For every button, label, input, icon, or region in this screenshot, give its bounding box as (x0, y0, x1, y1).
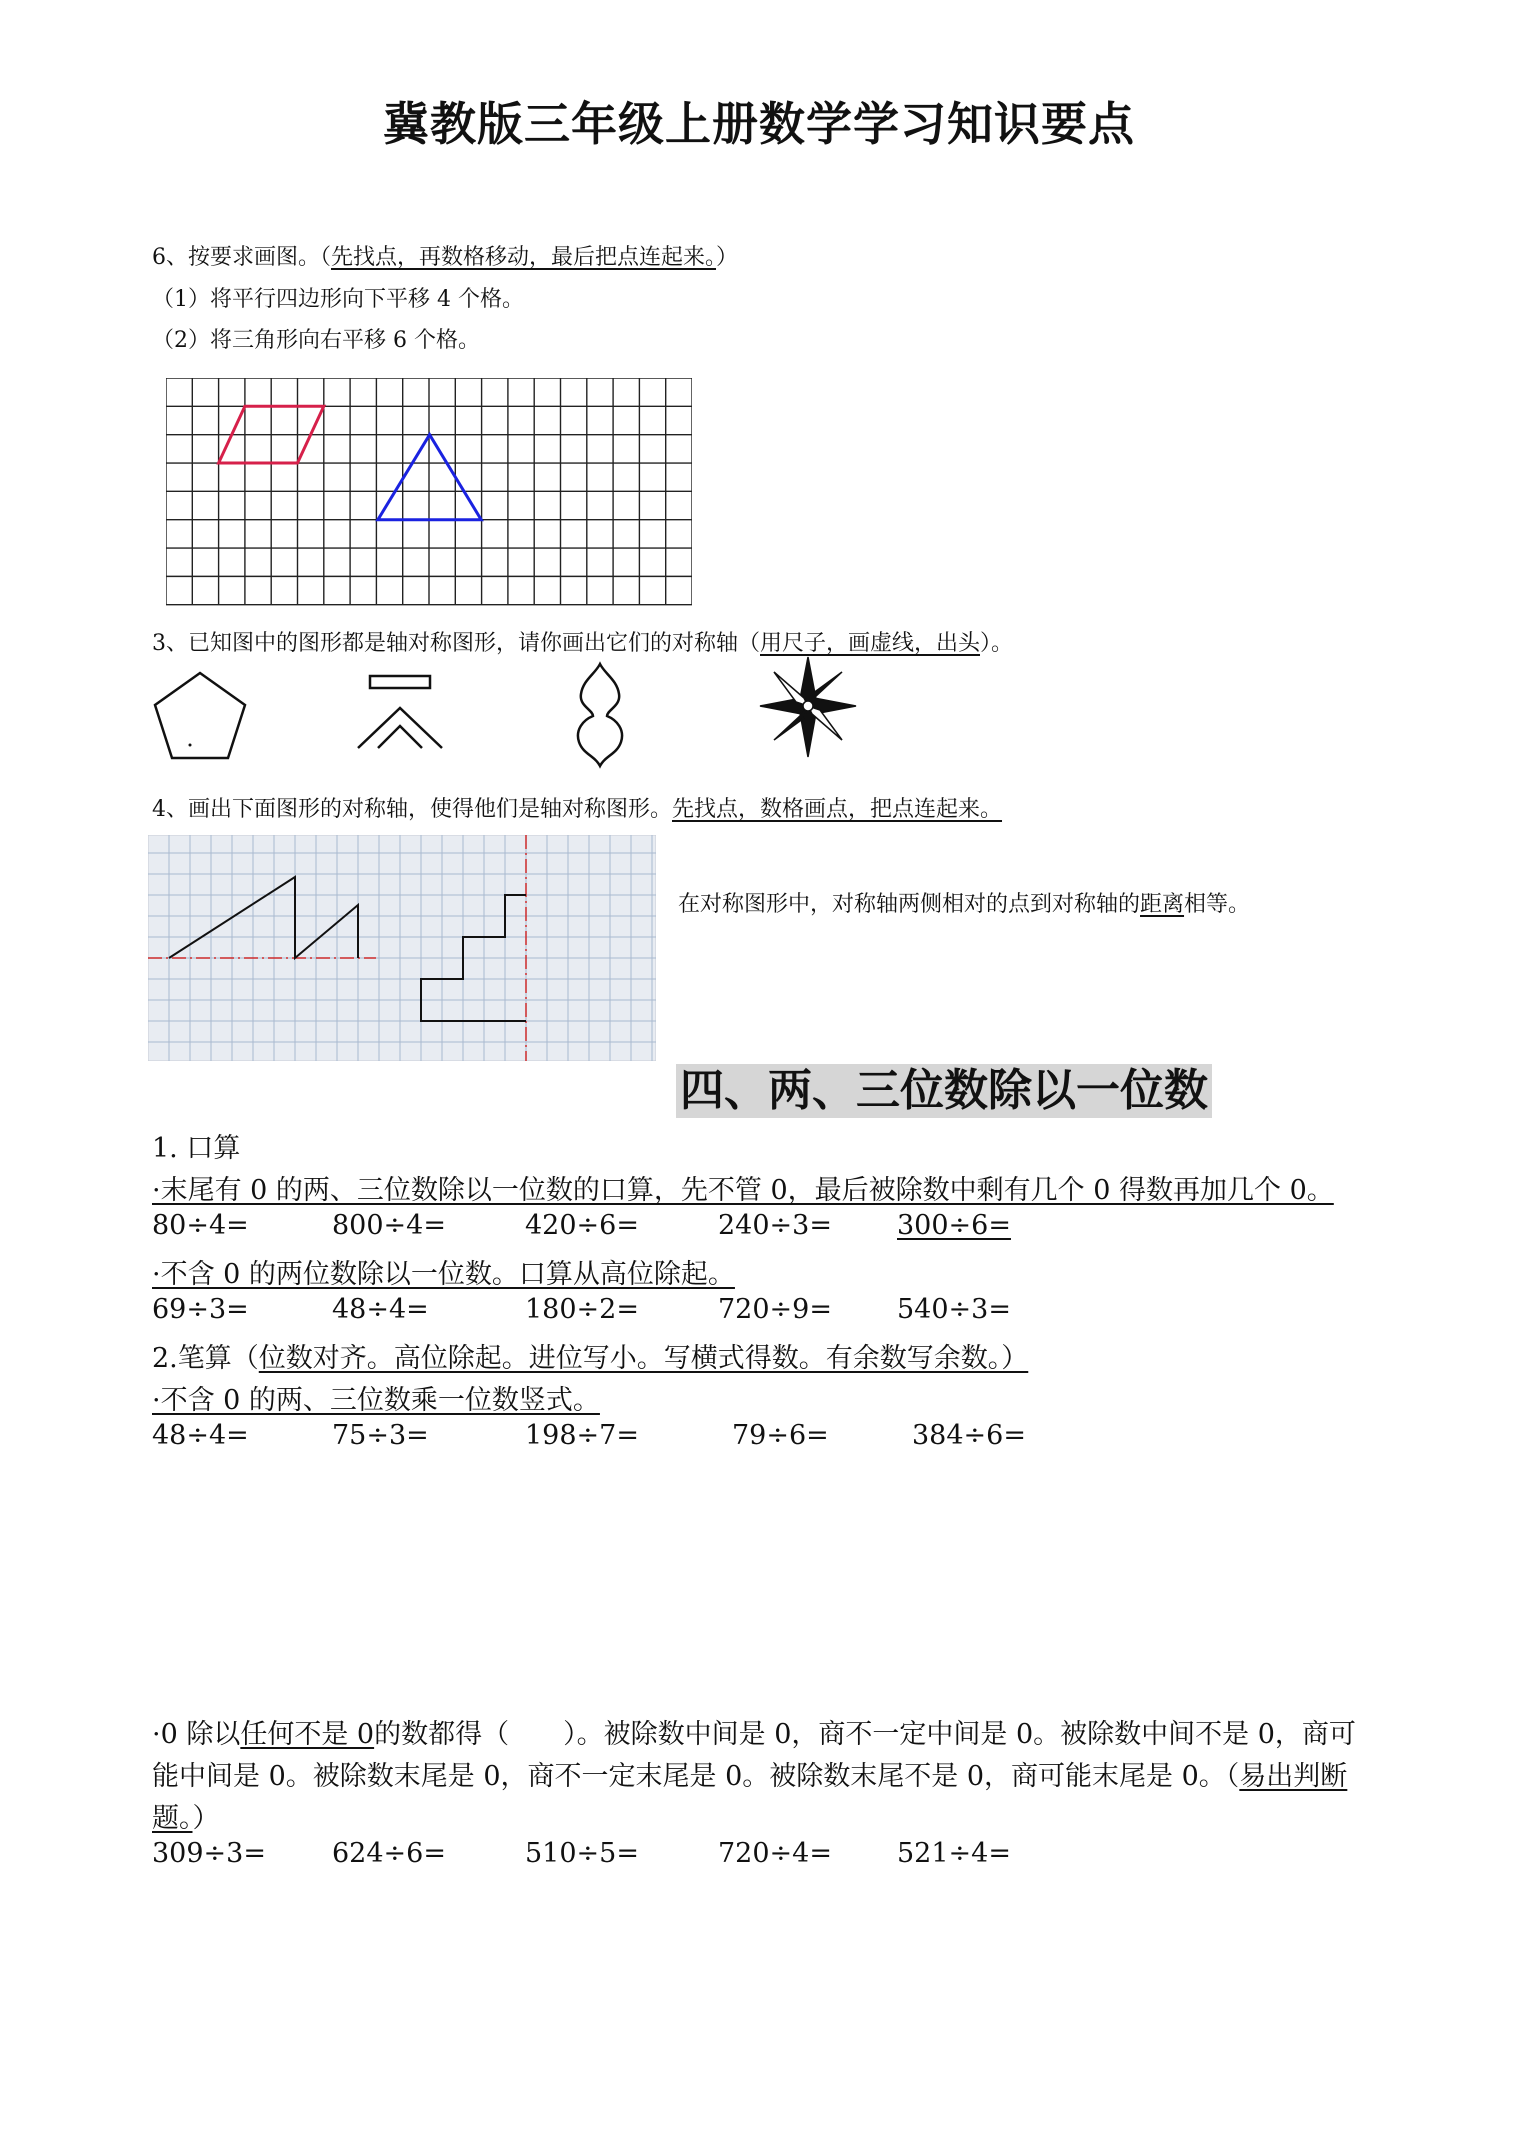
zero-rule-line3-post: ） (192, 1803, 220, 1834)
part1-rule-1: ·末尾有 0 的两、三位数除以一位数的口算，先不管 0，最后被除数中剩有几个 0 得数再加几个 0。 (152, 1175, 1334, 1206)
part1-rule-2: ·不含 0 的两位数除以一位数。口算从高位除起。 (152, 1259, 735, 1290)
zero-rule-mid: 的数都得（ ）。被除数中间是 0，商不一定中间是 0。被除数中间不是 0，商可 (374, 1719, 1356, 1750)
problem: 79÷6= (732, 1420, 829, 1451)
q4-hint: 先找点，数格画点，把点连起来。 (672, 797, 1003, 822)
zero-rule-pre: ·0 除以 (152, 1719, 241, 1750)
q4-intro: 4、画出下面图形的对称轴，使得他们是轴对称图形。 (152, 797, 672, 822)
part2-label-rule: 位数对齐。高位除起。进位写小。写横式得数。有余数写余数。） (258, 1343, 1029, 1374)
part2-label-pre: 2.笔算（ (152, 1343, 259, 1374)
q6-item-1: （1）将平行四边形向下平移 4 个格。 (152, 287, 524, 312)
zero-rule-key2: 易出判断 (1239, 1761, 1348, 1792)
problem: 48÷4= (152, 1420, 249, 1451)
problem: 624÷6= (332, 1838, 446, 1869)
zero-rule-line-2 (152, 1754, 1347, 1793)
problem: 300÷6= (897, 1210, 1011, 1241)
symmetry-note (678, 887, 1250, 918)
pentagon-icon (150, 668, 250, 768)
note-pre: 在对称图形中，对称轴两侧相对的点到对称轴的 (678, 892, 1141, 917)
part1-label: 1. 口算 (152, 1133, 241, 1164)
q4-instruction (152, 792, 1002, 823)
stool-icon (350, 668, 450, 768)
problem: 80÷4= (152, 1210, 249, 1241)
q3-close: ）。 (980, 631, 1014, 656)
problem: 69÷3= (152, 1294, 249, 1325)
problem: 198÷7= (525, 1420, 639, 1451)
section-heading: 四、两、三位数除以一位数 (676, 1064, 1212, 1118)
problem: 800÷4= (332, 1210, 446, 1241)
q6-hint: 先找点，再数格移动，最后把点连起来。 (331, 245, 717, 270)
q6-instruction (152, 240, 738, 271)
vase-icon (565, 660, 635, 770)
problem: 180÷2= (525, 1294, 639, 1325)
q6-intro: 6、按要求画图。（ (152, 245, 331, 270)
q4-symmetry-grid (148, 835, 656, 1061)
problem: 384÷6= (912, 1420, 1026, 1451)
problem: 720÷4= (718, 1838, 832, 1869)
q3-hint: 用尺子，画虚线，出头 (760, 631, 981, 656)
compass-star-icon (758, 655, 858, 760)
zero-rule-line-3 (152, 1796, 220, 1835)
problem: 420÷6= (525, 1210, 639, 1241)
q6-item-2: （2）将三角形向右平移 6 个格。 (152, 328, 480, 353)
problem: 720÷9= (718, 1294, 832, 1325)
problem: 521÷4= (897, 1838, 1011, 1869)
page-title: 冀教版三年级上册数学学习知识要点 (383, 97, 1135, 151)
zero-rule-line3-key: 题。 (152, 1803, 193, 1834)
problem: 510÷5= (525, 1838, 639, 1869)
part2-rule-1: ·不含 0 的两、三位数乘一位数竖式。 (152, 1385, 600, 1416)
zero-rule-key1: 任何不是 0 (240, 1719, 375, 1750)
q3-intro: 3、已知图中的图形都是轴对称图形，请你画出它们的对称轴（ (152, 631, 760, 656)
q6-translation-grid (166, 378, 692, 608)
problem: 309÷3= (152, 1838, 266, 1869)
note-post: 相等。 (1184, 892, 1251, 917)
problem: 48÷4= (332, 1294, 429, 1325)
part2-label (152, 1336, 1028, 1375)
zero-rule-line2: 能中间是 0。被除数末尾是 0，商不一定末尾是 0。被除数末尾不是 0，商可能末尾是 0。（ (152, 1761, 1240, 1792)
problem: 240÷3= (718, 1210, 832, 1241)
note-key: 距离 (1140, 892, 1185, 917)
problem: 75÷3= (332, 1420, 429, 1451)
problem: 540÷3= (897, 1294, 1011, 1325)
q6-close: ） (716, 245, 739, 270)
zero-rule-line-1 (152, 1712, 1356, 1751)
q3-instruction (152, 626, 1013, 657)
